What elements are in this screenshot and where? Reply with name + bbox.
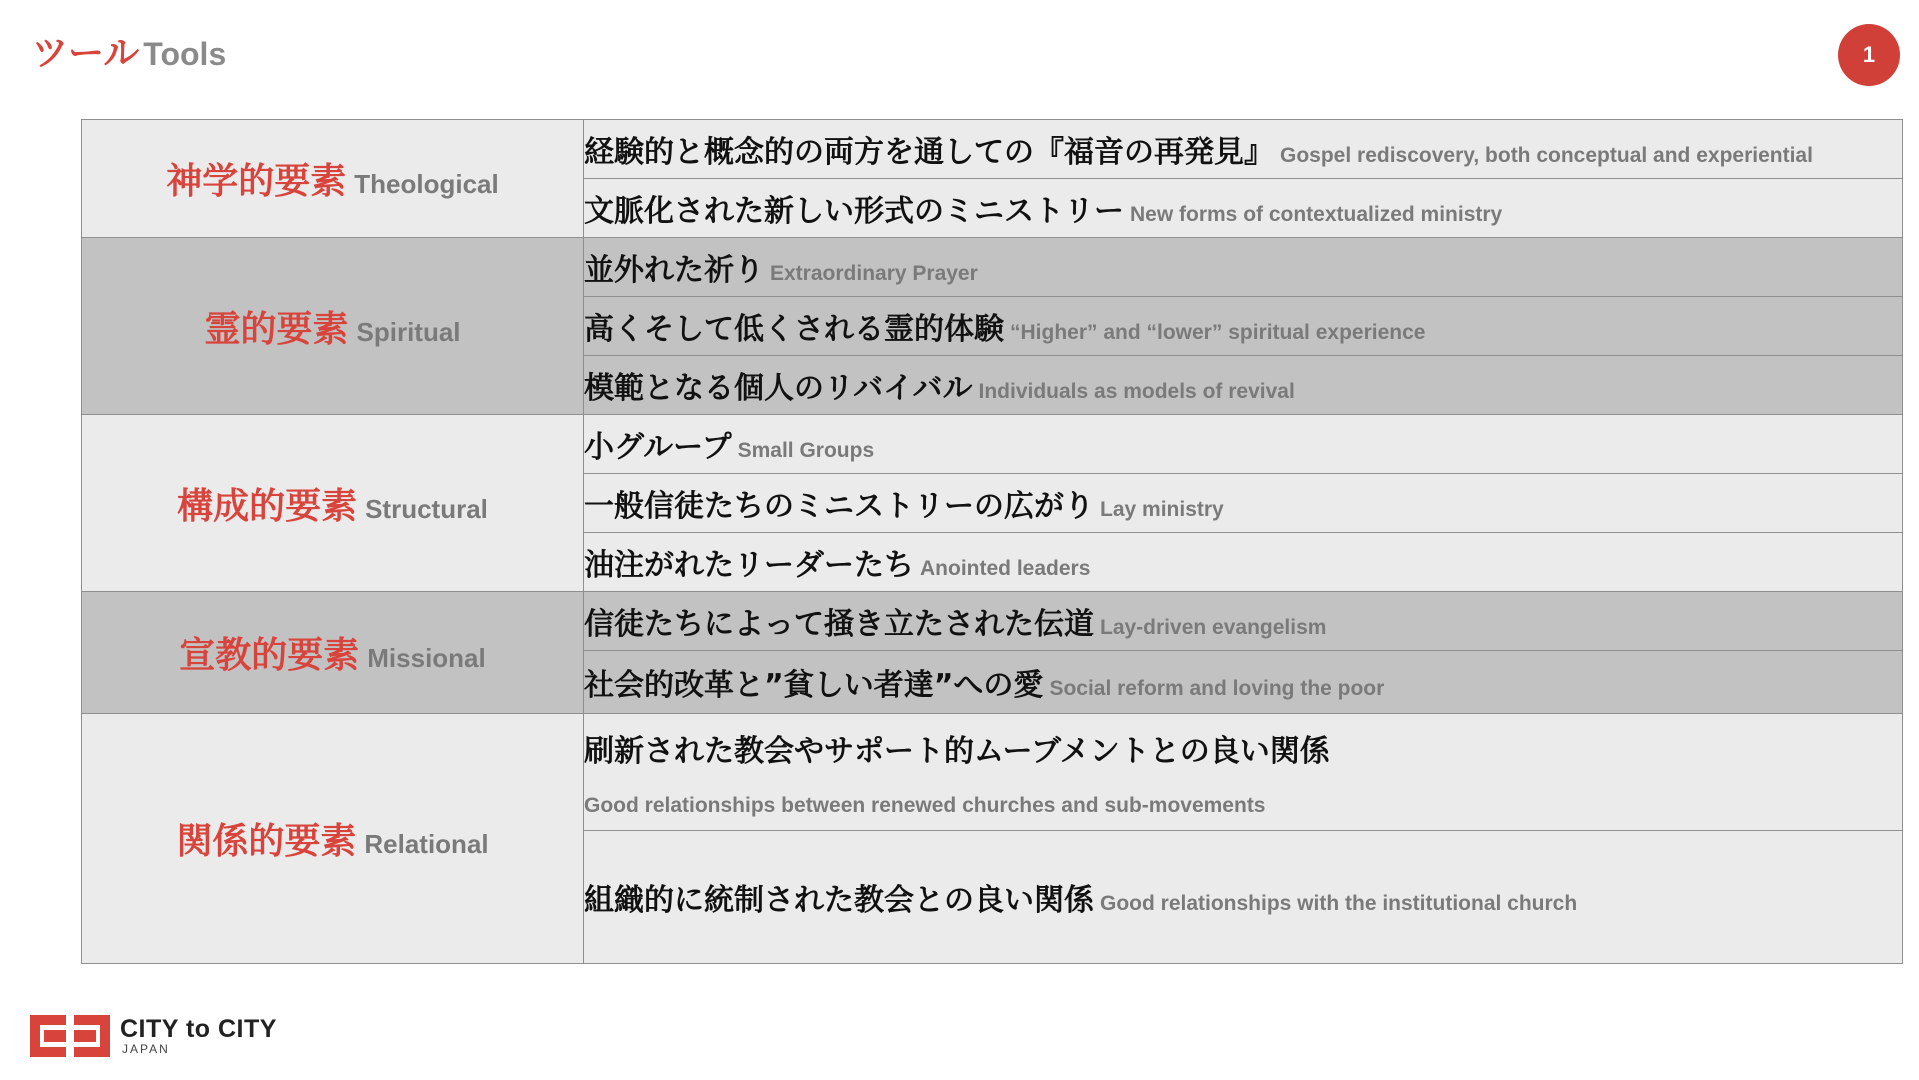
category-cell-spiritual [82,238,584,415]
logo-subtitle: JAPAN [122,1042,170,1056]
item-label-jp: 一般信徒たちのミニストリーの広がり [584,489,1094,524]
category-cell-structural [82,415,584,592]
item-label-jp: 並外れた祈り [584,253,764,288]
item-label-en: Lay-driven evangelism [1100,616,1327,639]
item-label-jp: 社会的改革と”貧しい者達”への愛 [584,668,1044,703]
logo-name: CITY to CITY [120,1015,277,1043]
item-label-en: Anointed leaders [920,557,1091,580]
table-row [82,592,1903,651]
item-cell [584,120,1903,179]
table-row [82,120,1903,179]
category-cell-relational [82,714,584,964]
item-label-jp: 組織的に統制された教会との良い関係 [584,883,1094,918]
item-cell [584,415,1903,474]
category-label-jp: 神学的要素 [166,161,347,202]
item-label-jp: 文脈化された新しい形式のミニストリー [584,194,1124,229]
item-cell [584,238,1903,297]
category-label-en: Missional [367,643,486,673]
city-to-city-logo-icon [30,1015,110,1057]
item-cell [584,474,1903,533]
item-label-jp: 経験的と概念的の両方を通しての『福音の再発見』 [584,135,1274,170]
item-label-jp: 小グループ [584,430,732,465]
item-label-jp: 高くそして低くされる霊的体験 [584,312,1004,347]
item-label-jp: 刷新された教会やサポート的ムーブメントとの良い関係 [584,734,1330,769]
item-cell [584,714,1903,831]
category-label-en: Relational [364,829,489,859]
category-label-jp: 宣教的要素 [179,635,360,676]
item-label-en: Good relationships with the institutional church [1100,892,1578,915]
page-title-jp: ツール [32,33,140,74]
item-cell [584,356,1903,415]
item-cell [584,533,1903,592]
item-label-en: Gospel rediscovery, both conceptual and experiential [1280,144,1813,167]
page-title [32,30,226,78]
table-row [82,238,1903,297]
category-label-en: Spiritual [356,316,461,347]
category-label-jp: 構成的要素 [177,485,358,527]
page-number-badge: 1 [1838,24,1900,86]
item-label-en: Individuals as models of revival [978,380,1295,403]
tools-table [81,119,1903,964]
category-label-en: Structural [365,493,488,524]
table-row [82,714,1903,831]
category-cell-missional [82,592,584,714]
category-cell-theological [82,120,584,238]
item-label-en: Social reform and loving the poor [1049,677,1385,700]
item-label-en: New forms of contextualized ministry [1130,203,1503,226]
item-cell [584,831,1903,964]
city-to-city-logo [30,1014,277,1058]
item-label-jp: 信徒たちによって掻き立たされた伝道 [584,607,1094,642]
page-title-en: Tools [143,36,227,72]
item-label-jp: 油注がれたリーダーたち [584,548,914,583]
table-row [82,415,1903,474]
item-label-en: Lay ministry [1100,498,1224,521]
item-cell [584,179,1903,238]
item-label-en: Good relationships between renewed churches and sub-movements [584,794,1266,817]
item-cell [584,297,1903,356]
category-label-jp: 関係的要素 [176,821,357,862]
item-label-en: Extraordinary Prayer [770,262,978,285]
item-label-en: “Higher” and “lower” spiritual experience [1010,321,1426,344]
category-label-en: Theological [354,169,499,199]
item-label-jp: 模範となる個人のリバイバル [584,371,973,406]
item-label-en: Small Groups [737,439,875,462]
item-cell [584,651,1903,714]
category-label-jp: 霊的要素 [204,308,349,350]
item-cell [584,592,1903,651]
